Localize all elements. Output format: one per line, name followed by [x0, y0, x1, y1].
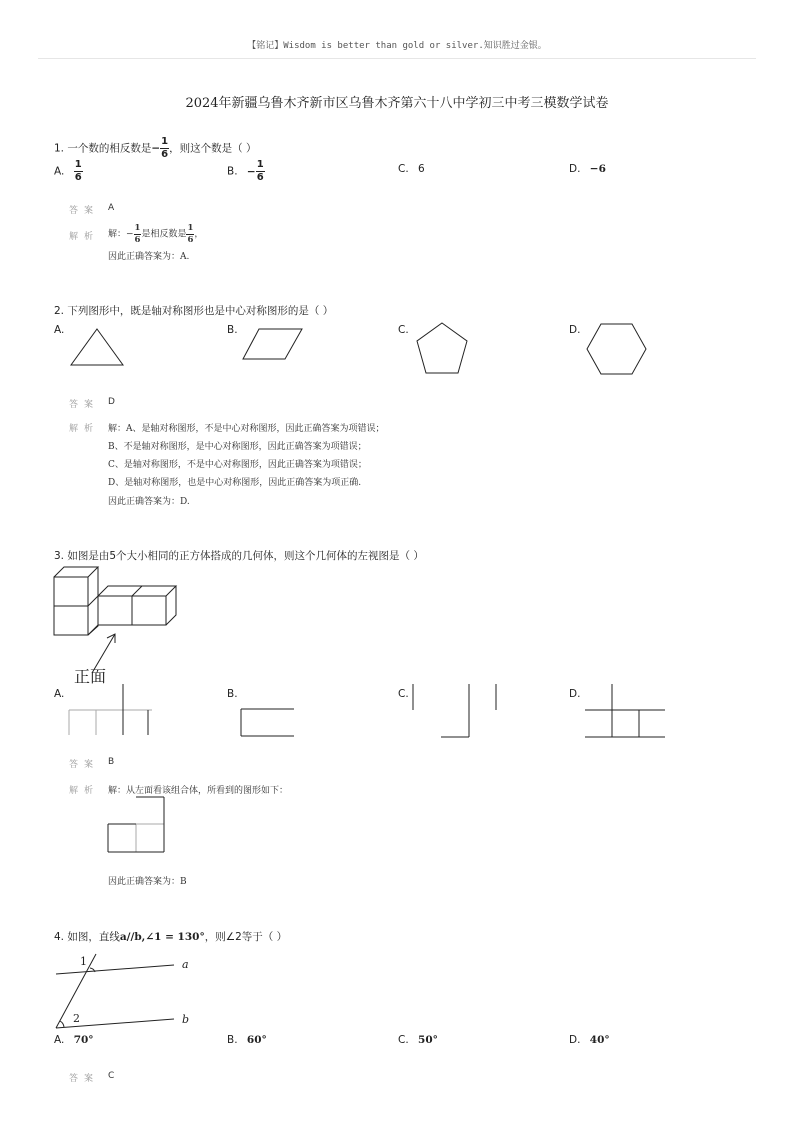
q2-analysis-label: 解析	[69, 424, 100, 434]
q4-angle2-label: 2	[73, 1012, 80, 1025]
q4-option-a-label: A.	[54, 1034, 65, 1046]
q3-option-a-figure	[68, 683, 154, 737]
q1-b-num: 1	[256, 159, 264, 170]
q1-stem-fraction	[160, 137, 169, 160]
q1-option-d-label: D.	[569, 163, 581, 175]
q4-option-b[interactable]	[227, 1034, 267, 1046]
q2-solution-line4: D、是轴对称图形，也是中心对称图形，因此正确答案为项正确.	[108, 478, 362, 488]
q4-line-a-label: a	[182, 958, 189, 971]
q4-angle1-label: 1	[80, 955, 87, 968]
q3-solid-figure	[52, 563, 182, 683]
q3-stem: 3. 如图是由5个大小相同的正方体搭成的几何体，则这个几何体的左视图是（ ）	[54, 550, 424, 562]
q2-solution-line1: 解：A、是轴对称图形，不是中心对称图形，因此正确答案为项错误；	[108, 424, 385, 434]
q3-analysis-label: 解析	[69, 786, 100, 796]
q4-stem-math: a//b,∠1 = 130°	[119, 931, 205, 943]
q2-stem: 2. 下列图形中，既是轴对称图形也是中心对称图形的是（ ）	[54, 305, 334, 317]
q1-answer-label: 答案	[69, 206, 100, 216]
q4-option-b-value: 60°	[246, 1034, 267, 1046]
q1-sol-mid: 是相反数是	[141, 229, 187, 240]
q2-solution-line3: C、是轴对称图形，不是中心对称图形，因此正确答案为项错误；	[108, 460, 367, 470]
q1-sol-frac2-num: 1	[187, 223, 194, 233]
q2-option-d[interactable]: D.	[569, 324, 581, 336]
q1-sol-pre: 解：−	[108, 229, 134, 240]
q3-option-d-figure	[584, 683, 668, 739]
q3-option-a[interactable]: A.	[54, 688, 65, 700]
q1-stem	[54, 137, 256, 160]
q4-stem	[54, 929, 287, 944]
q1-option-b-fraction	[256, 160, 265, 183]
q3-solution-line2: 因此正确答案为：B	[108, 877, 187, 887]
q1-option-c[interactable]	[398, 163, 425, 175]
q4-option-c[interactable]	[398, 1034, 438, 1046]
q2-triangle-figure	[70, 327, 126, 367]
q1-stem-post: ，则这个数是（ ）	[169, 142, 257, 155]
q1-option-a-fraction	[74, 160, 83, 183]
q2-solution-line5: 因此正确答案为：D.	[108, 497, 190, 507]
q4-answer-value: C	[108, 1071, 115, 1081]
q2-option-b[interactable]: B.	[227, 324, 238, 336]
q3-solution-line1: 解：从左面看该组合体，所看到的图形如下：	[108, 786, 289, 796]
q3-option-b-figure	[240, 708, 296, 738]
header-motto: 【铭记】Wisdom is better than gold or silver.知识胜过金银。	[247, 41, 547, 51]
q1-frac-num: 1	[161, 136, 169, 147]
q4-option-c-value: 50°	[418, 1034, 438, 1046]
q2-option-a[interactable]: A.	[54, 324, 65, 336]
q1-analysis-label: 解析	[69, 232, 100, 242]
page-title: 2024年新疆乌鲁木齐新市区乌鲁木齐第六十八中学初三中考三模数学试卷	[185, 96, 609, 111]
q2-hexagon-figure	[586, 322, 648, 376]
q1-b-den: 6	[256, 172, 264, 183]
q3-option-c-figure	[411, 683, 501, 739]
q4-stem-pre: 4. 如图，直线	[54, 931, 120, 943]
q4-option-b-label: B.	[227, 1034, 238, 1046]
q4-stem-post: ，则∠2等于（ ）	[204, 931, 288, 943]
q1-answer-value: A	[108, 203, 115, 213]
q3-option-b[interactable]: B.	[227, 688, 238, 700]
q1-option-d[interactable]	[569, 163, 606, 175]
q1-stem-pre: 1. 一个数的相反数是	[54, 142, 152, 155]
q2-answer-value: D	[108, 397, 115, 407]
q1-frac-den: 6	[161, 149, 169, 160]
q1-sol-frac2-den: 6	[187, 234, 194, 245]
q3-answer-label: 答案	[69, 760, 100, 770]
q1-b-minus: −	[246, 165, 256, 178]
q4-option-d-value: 40°	[589, 1034, 610, 1046]
q4-line-b-label: b	[182, 1013, 190, 1026]
q1-solution-line2: 因此正确答案为：A.	[108, 252, 190, 262]
q1-sol-frac1-den: 6	[134, 234, 141, 245]
q2-option-c[interactable]: C.	[398, 324, 409, 336]
q4-option-d[interactable]	[569, 1034, 610, 1046]
q2-parallelogram-figure	[242, 327, 304, 361]
q3-answer-value: B	[108, 757, 115, 767]
q1-option-a-label: A.	[54, 165, 65, 178]
q1-option-d-value: −6	[589, 163, 606, 175]
q1-a-den: 6	[74, 172, 82, 183]
q1-stem-minus: −	[151, 142, 161, 155]
q3-option-c[interactable]: C.	[398, 688, 409, 700]
q2-answer-label: 答案	[69, 400, 100, 410]
q1-option-a[interactable]	[54, 160, 83, 183]
q1-option-b-label: B.	[227, 165, 238, 178]
q1-solution-line1	[108, 224, 203, 244]
q1-a-num: 1	[74, 159, 82, 170]
q1-option-c-value: 6	[418, 163, 425, 175]
q2-solution-line2: B、不是轴对称图形，是中心对称图形，因此正确答案为项错误；	[108, 442, 367, 452]
q1-option-c-label: C.	[398, 163, 409, 175]
q1-option-b[interactable]	[227, 160, 265, 183]
q3-solution-figure	[107, 796, 167, 856]
q4-answer-label: 答案	[69, 1074, 100, 1084]
q4-option-a-value: 70°	[73, 1034, 94, 1046]
q4-option-c-label: C.	[398, 1034, 409, 1046]
header-divider	[38, 58, 756, 59]
q1-sol-frac1-num: 1	[134, 223, 141, 233]
q4-option-a[interactable]	[54, 1034, 94, 1046]
q2-pentagon-figure	[414, 320, 470, 376]
q3-option-d[interactable]: D.	[569, 688, 581, 700]
q3-front-label: 正面	[74, 667, 107, 686]
q4-option-d-label: D.	[569, 1034, 581, 1046]
q1-sol-end: ，	[194, 229, 204, 240]
